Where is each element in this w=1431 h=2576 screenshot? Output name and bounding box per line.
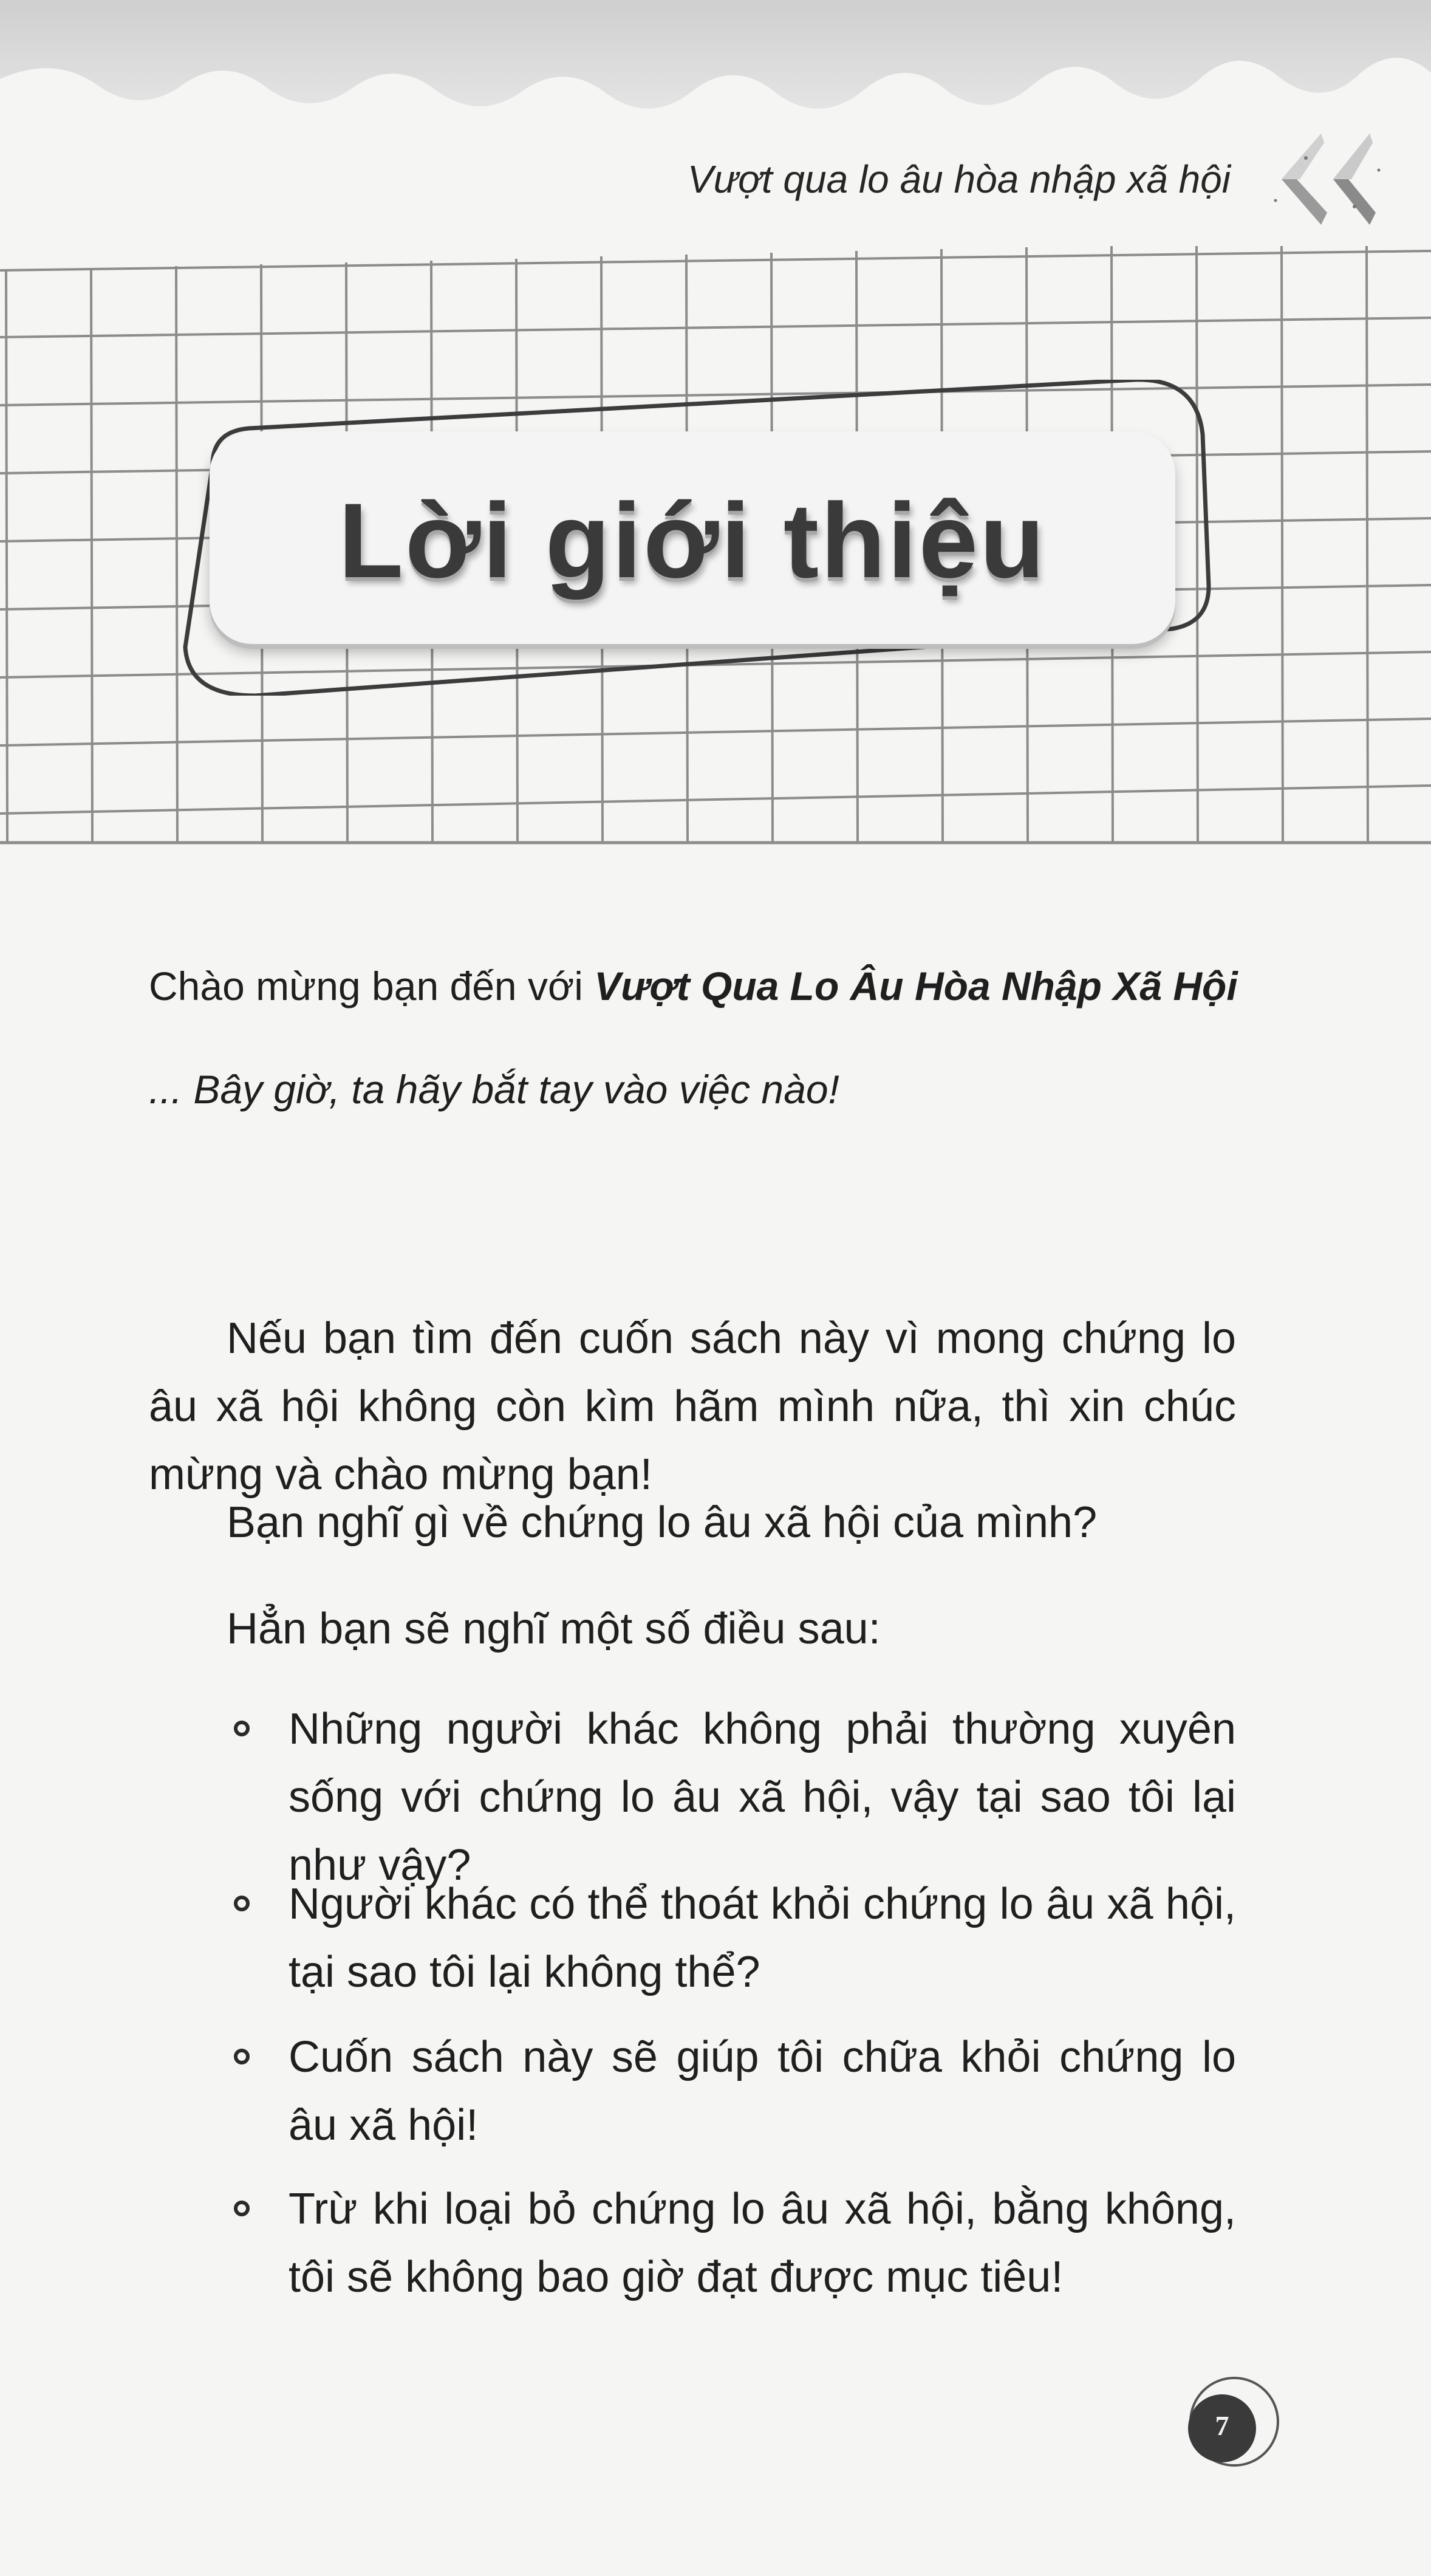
list-item (234, 2175, 1236, 2311)
page-number: 7 (1215, 2410, 1229, 2441)
bullet-circle-icon (234, 1721, 250, 1736)
list-item (234, 1695, 1236, 1899)
list-item-text: Cuốn sách này sẽ giúp tôi chữa khỏi chứng lo âu xã hội! (289, 2033, 1236, 2150)
list-item-text: Trừ khi loại bỏ chứng lo âu xã hội, bằng không, tôi sẽ không bao giờ đạt được mục tiêu! (289, 2185, 1236, 2301)
intro-paragraph: Nếu bạn tìm đến cuốn sách này vì mong chứng lo âu xã hội không còn kìm hãm mình nữa, thì xin chúc mừng và chào mừng bạn! (149, 1314, 1236, 1499)
list-item-text: Người khác có thể thoát khỏi chứng lo âu xã hội, tại sao tôi lại không thể? (289, 1880, 1236, 1996)
list-item (234, 1870, 1236, 2006)
welcome-prefix: Chào mừng bạn đến với (149, 964, 595, 1009)
bullet-circle-icon (234, 2049, 250, 2064)
list-item-text: Những người khác không phải thường xuyên sống với chứng lo âu xã hội, vậy tại sao tôi lại như vậy? (289, 1705, 1236, 1889)
bullet-circle-icon (234, 2201, 250, 2216)
header-wave-decoration (0, 0, 1431, 146)
double-chevron-icon (1263, 122, 1385, 231)
list-item (234, 2023, 1236, 2159)
book-title: Vượt Qua Lo Âu Hòa Nhập Xã Hội (594, 964, 1238, 1009)
tagline: ... Bây giờ, ta hãy bắt tay vào việc nào! (149, 1067, 839, 1112)
lead-in-line: Hẳn bạn sẽ nghĩ một số điều sau: (227, 1605, 881, 1653)
question-line: Bạn nghĩ gì về chứng lo âu xã hội của mình? (227, 1498, 1098, 1547)
bullet-circle-icon (234, 1896, 250, 1911)
welcome-line (149, 963, 1303, 1009)
running-header-title: Vượt qua lo âu hòa nhập xã hội (687, 157, 1231, 201)
chapter-title: Lời giới thiệu (338, 481, 1047, 600)
